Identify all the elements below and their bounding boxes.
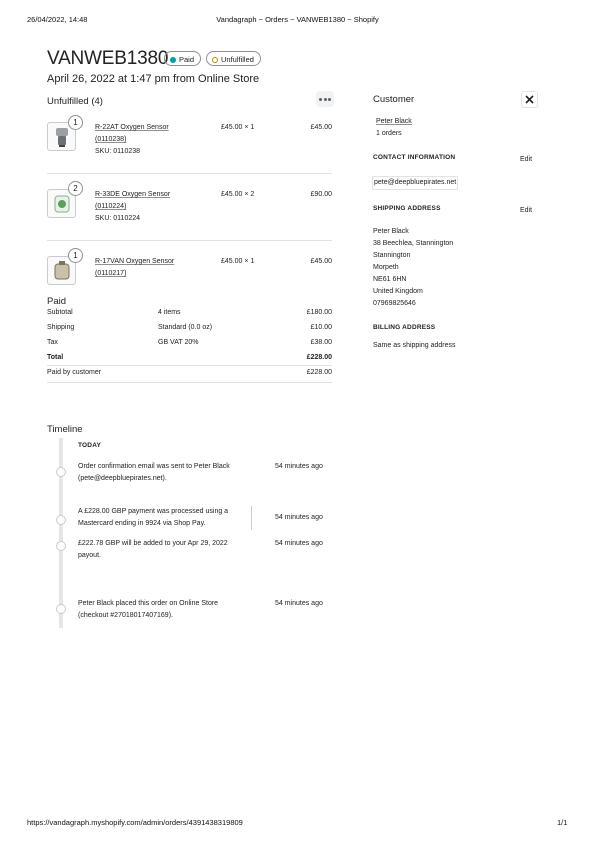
unfulfilled-title: Unfulfilled (4): [47, 96, 103, 107]
billing-address-text: Same as shipping address: [373, 342, 456, 349]
customer-name[interactable]: Peter Black: [376, 118, 412, 125]
product-code[interactable]: (0110238): [95, 136, 127, 143]
product-sku: SKU: 0110238: [95, 148, 141, 155]
order-subtitle: April 26, 2022 at 1:47 pm from Online Store: [47, 73, 260, 85]
shipping-label: Shipping: [47, 324, 75, 331]
quantity-badge: 2: [68, 181, 83, 196]
customer-title: Customer: [373, 94, 415, 105]
timeline-date-heading: TODAY: [78, 442, 102, 449]
divider: [47, 173, 332, 174]
total-value: £228.00: [306, 354, 332, 361]
subtotal-label: Subtotal: [47, 309, 73, 316]
contact-title: CONTACT INFORMATION: [373, 154, 456, 161]
remove-customer-button[interactable]: [521, 91, 538, 108]
line-total: £45.00: [310, 124, 332, 131]
address-line: Morpeth: [373, 264, 399, 271]
address-line: Peter Black: [373, 228, 409, 235]
print-datetime: 26/04/2022, 14:48: [27, 15, 88, 24]
customer-email-link[interactable]: pete@deepbluepirates.net: [372, 176, 458, 190]
subtotal-value: £180.00: [306, 309, 332, 316]
event-text: (checkout #27018017407169).: [78, 612, 173, 619]
timeline-dot-icon: [56, 541, 66, 551]
billing-address-title: BILLING ADDRESS: [373, 324, 436, 331]
customer-name-link[interactable]: [376, 116, 412, 140]
paid-dot-icon: [170, 57, 176, 63]
close-icon: [525, 95, 534, 104]
line-item-1: [95, 122, 169, 158]
line-total: £45.00: [310, 258, 332, 265]
timeline-event: [78, 461, 268, 485]
tax-value: £38.00: [310, 339, 332, 346]
divider: [47, 240, 332, 241]
shipping-desc: Standard (0.0 oz): [158, 324, 213, 331]
unfulfilled-dot-icon: [212, 57, 218, 63]
phone-number: 07969825646: [373, 300, 416, 307]
timeline-event: [78, 538, 268, 562]
paid-badge-label: Paid: [179, 55, 195, 64]
tax-desc: GB VAT 20%: [158, 339, 199, 346]
shipping-address: [373, 226, 453, 310]
paid-by-value: £228.00: [306, 369, 332, 376]
sensor-image-icon: [53, 126, 71, 148]
product-link[interactable]: R-17VAN Oxygen Sensor: [95, 258, 175, 265]
event-time: 54 minutes ago: [275, 514, 323, 521]
quantity-badge: 1: [68, 248, 83, 263]
page-title: VANWEB1380: [47, 48, 169, 69]
product-link[interactable]: R-33DE Oxygen Sensor: [95, 191, 171, 198]
event-text: Mastercard ending in 9924 via Shop Pay.: [78, 520, 206, 527]
line-item-3: [95, 256, 174, 280]
timeline-dot-icon: [56, 467, 66, 477]
unfulfilled-badge: [206, 51, 261, 66]
more-horizontal-icon: [319, 98, 322, 101]
print-url: https://vandagraph.myshopify.com/admin/orders/4391438319809: [27, 818, 243, 827]
event-time: 54 minutes ago: [275, 600, 323, 607]
customer-orders-count: 1 orders: [376, 130, 402, 137]
timeline-dot-icon: [56, 604, 66, 614]
event-text: payout.: [78, 552, 101, 559]
event-text: Order confirmation email was sent to Peter Black: [78, 463, 230, 470]
edit-shipping-link[interactable]: Edit: [520, 207, 533, 214]
timeline-event[interactable]: [78, 506, 252, 530]
sensor-image-icon: [52, 193, 72, 215]
timeline-title: Timeline: [47, 424, 83, 435]
divider: [47, 382, 332, 383]
tax-label: Tax: [47, 339, 58, 346]
subtotal-desc: 4 items: [158, 309, 181, 316]
event-time: 54 minutes ago: [275, 540, 323, 547]
line-total: £90.00: [310, 191, 332, 198]
product-sku: SKU: 0110224: [95, 215, 141, 222]
print-page: 1/1: [557, 818, 568, 827]
address-line: NE61 6HN: [373, 276, 407, 283]
event-text: Peter Black placed this order on Online Store: [78, 600, 219, 607]
unfulfilled-badge-label: Unfulfilled: [221, 55, 254, 64]
line-item-2: [95, 189, 170, 225]
product-code[interactable]: (0110224): [95, 203, 127, 210]
product-code[interactable]: (0110217): [95, 270, 127, 277]
timeline-event: [78, 598, 268, 622]
event-text: (pete@deepbluepirates.net).: [78, 475, 167, 482]
shipping-address-title: SHIPPING ADDRESS: [373, 205, 441, 212]
unit-price: £45.00 × 1: [221, 124, 255, 131]
edit-contact-link[interactable]: Edit: [520, 156, 533, 163]
address-line: Stannington: [373, 252, 411, 259]
event-text: A £228.00 GBP payment was processed using a: [78, 508, 229, 515]
product-link[interactable]: R-22AT Oxygen Sensor: [95, 124, 169, 131]
quantity-badge: 1: [68, 115, 83, 130]
shipping-value: £10.00: [310, 324, 332, 331]
total-label: Total: [47, 354, 64, 361]
paid-badge: [164, 51, 201, 66]
paid-by-label: Paid by customer: [47, 369, 102, 376]
event-text: £222.78 GBP will be added to your Apr 29, 2022: [78, 540, 228, 547]
paid-title: Paid: [47, 296, 67, 307]
unit-price: £45.00 × 1: [221, 258, 255, 265]
address-line: United Kingdom: [373, 288, 423, 295]
more-actions-button[interactable]: [316, 91, 334, 107]
sensor-image-icon: [53, 260, 71, 282]
address-line: 38 Beechlea, Stannington: [373, 240, 454, 247]
unit-price: £45.00 × 2: [221, 191, 255, 198]
divider: [47, 365, 332, 366]
print-doc-title: Vandagraph ~ Orders ~ VANWEB1380 ~ Shopify: [216, 15, 379, 24]
timeline-dot-icon: [56, 515, 66, 525]
event-time: 54 minutes ago: [275, 463, 323, 470]
